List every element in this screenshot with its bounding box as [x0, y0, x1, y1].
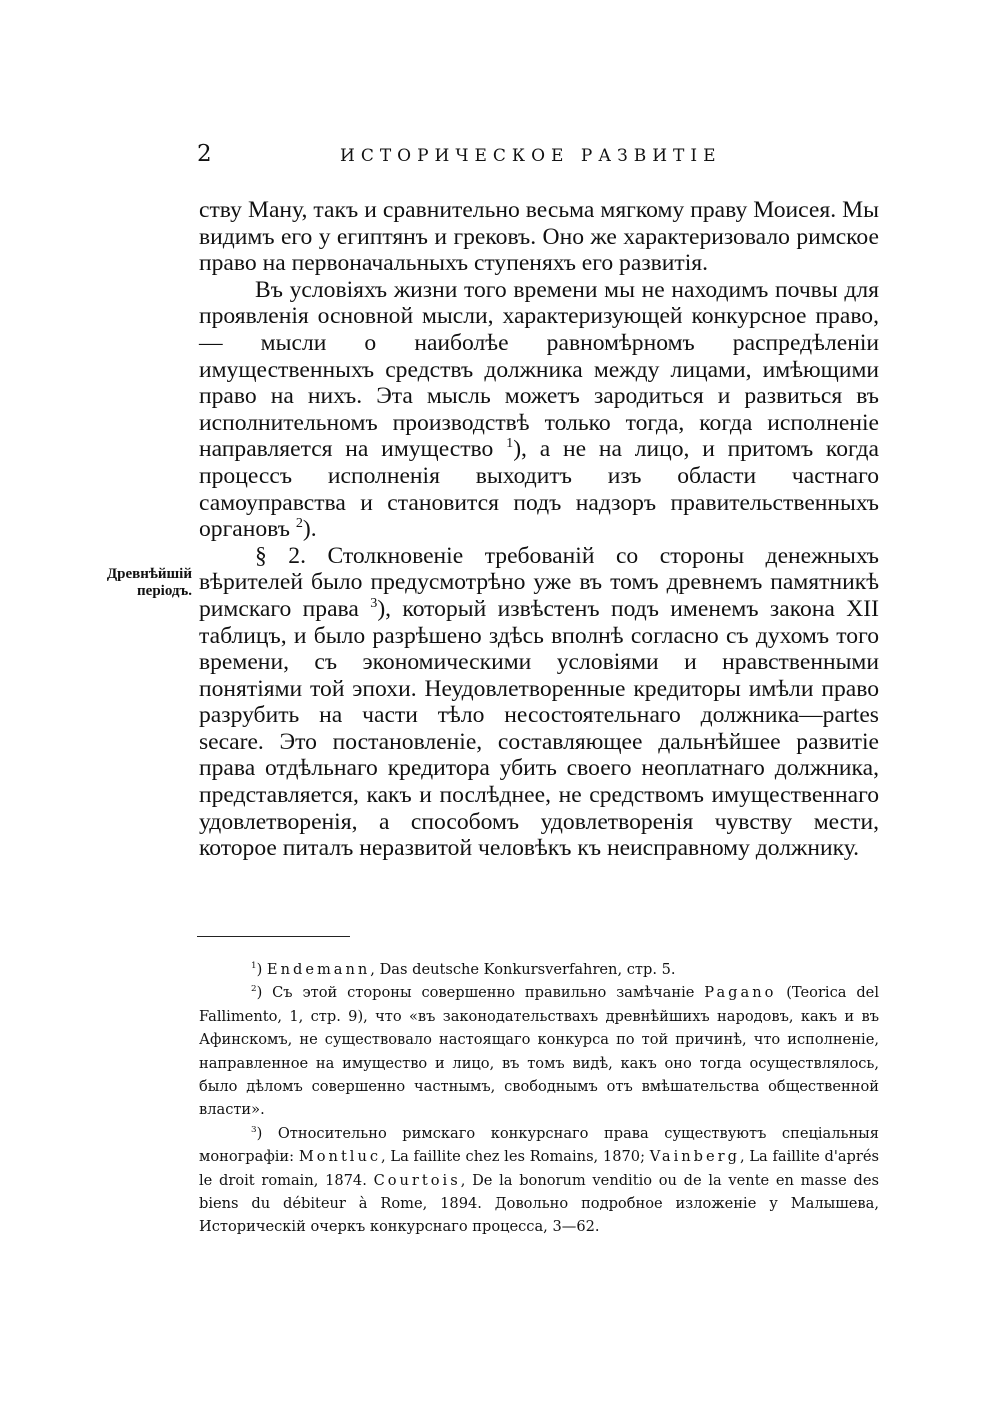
footnote-3-author-3: Courtois — [373, 1171, 461, 1189]
paragraph-2-text-c: ). — [302, 516, 317, 543]
paragraph-1: ству Ману, такъ и сравнительно весьма мягкому праву Моисея. Мы видимъ его у египтянъ и грековъ. Оно же характеризовало римское право на первоначальныхъ ступеняхъ его развитія. — [199, 197, 879, 277]
footnote-2-author: Pagano — [704, 984, 777, 1002]
footnote-2-text-a: ) Съ этой стороны совершенно правильно замѣчаніе — [256, 984, 705, 1002]
footnote-3 — [199, 1122, 879, 1239]
footnote-3-number: 3 — [251, 1124, 257, 1135]
page-number: 2 — [197, 141, 212, 167]
footnote-3-text-a: ) Относительно римскаго конкурснаго права существуютъ спеціальныя монографіи: — [199, 1124, 879, 1166]
footnote-3-author-2: Vainberg — [649, 1148, 740, 1166]
footnote-3-author-1: Montluc — [298, 1148, 382, 1166]
footnote-rule — [197, 936, 350, 937]
body-text — [199, 197, 879, 862]
footnote-1-number: 1 — [251, 961, 257, 972]
paragraph-2-text-b: ), а не на лицо, и притомъ когда процессъ исполненія выходитъ изъ области частнаго самоуправства и становится подъ надзоръ правительственныхъ органовъ — [199, 436, 879, 543]
paragraph-3-text-b: ), который извѣстенъ подъ именемъ закона XII таблицъ, и было разрѣшено здѣсь вполнѣ согласно съ духомъ того времени, съ экономическими условіями и нравственными понятіями той эпохи. Неудовлетворенные кредиторы имѣли право разрубить на части тѣло несостоятельнаго должника—partes secare. Это постановленіе, составляющее дальнѣйшее развитіе права отдѣльнаго кредитора убить своего неоплатнаго должника, представляется, какъ и послѣднее, не средствомъ имущественнаго удовлетворенія, а способомъ удовлетворенія чувству мести, которое питалъ неразвитой человѣкъ къ неисправному должнику. — [199, 595, 879, 862]
footnote-3-text-c: , La faillite d'aprés le droit romain, 1874. — [199, 1148, 879, 1189]
footnote-1-author: Endemann — [266, 961, 371, 978]
footnote-1: $^1$) Endemann, Das deutsche Konkursverfahren, стр. 5. — [251, 961, 676, 978]
paragraph-2 — [199, 277, 879, 543]
paragraph-3-text-a: Столкновеніе требованій со стороны денежныхъ вѣрителей было предусмотрѣно уже въ томъ древнемъ памятникѣ римскаго права — [199, 542, 880, 622]
paragraph-3 — [199, 543, 879, 862]
footnote-2 — [199, 981, 879, 1121]
footnote-2-number: 2 — [251, 984, 257, 995]
footnote-3-text-b: , La faillite chez les Romains, 1870; — [381, 1148, 650, 1166]
footnote-3-text-d: , De la bonorum venditio ou de la vente en masse des biens du débiteur à Rome, 1894. Довольно подробное изложеніе у Малышева, Историческій очеркъ конкурснаго процесса, 3—62. — [199, 1171, 879, 1236]
footnote-ref-3: 3 — [370, 595, 378, 612]
footnotes — [199, 958, 879, 1239]
footnote-ref-2: 2 — [295, 515, 303, 532]
footnote-ref-1: 1 — [506, 435, 514, 452]
section-number: § 2. — [255, 542, 306, 569]
footnote-2-text-b: (Teorica del Fallimento, 1, стр. 9), что «въ законодательствахъ древнѣйшихъ народовъ, какъ и въ Афинскомъ, не существовало настоящаго конкурса по той причинѣ, что исполненіе, направленное на имущество и лицо, въ томъ видѣ, какъ оно тогда осуществлялось, было дѣломъ совершенно частнымъ, свободнымъ отъ вмѣшательства общественной власти». — [199, 984, 879, 1119]
footnote-1-text: , Das deutsche Konkursverfahren, стр. 5. — [370, 961, 676, 978]
running-head: ИСТОРИЧЕСКОЕ РАЗВИТІЕ — [340, 146, 722, 166]
paragraph-2-text-a: Въ условіяхъ жизни того времени мы не находимъ почвы для проявленія основной мысли, характеризующей конкурсное право, — мысли о наиболѣе равномѣрномъ распредѣленіи имущественныхъ средствъ должника между лицами, имѣющими право на нихъ. Эта мысль можетъ зародиться и развиться въ исполнительномъ производствѣ только тогда, когда исполненіе направляется на имущество — [199, 276, 879, 463]
margin-note: Древнѣйшій періодъ. — [106, 566, 192, 599]
